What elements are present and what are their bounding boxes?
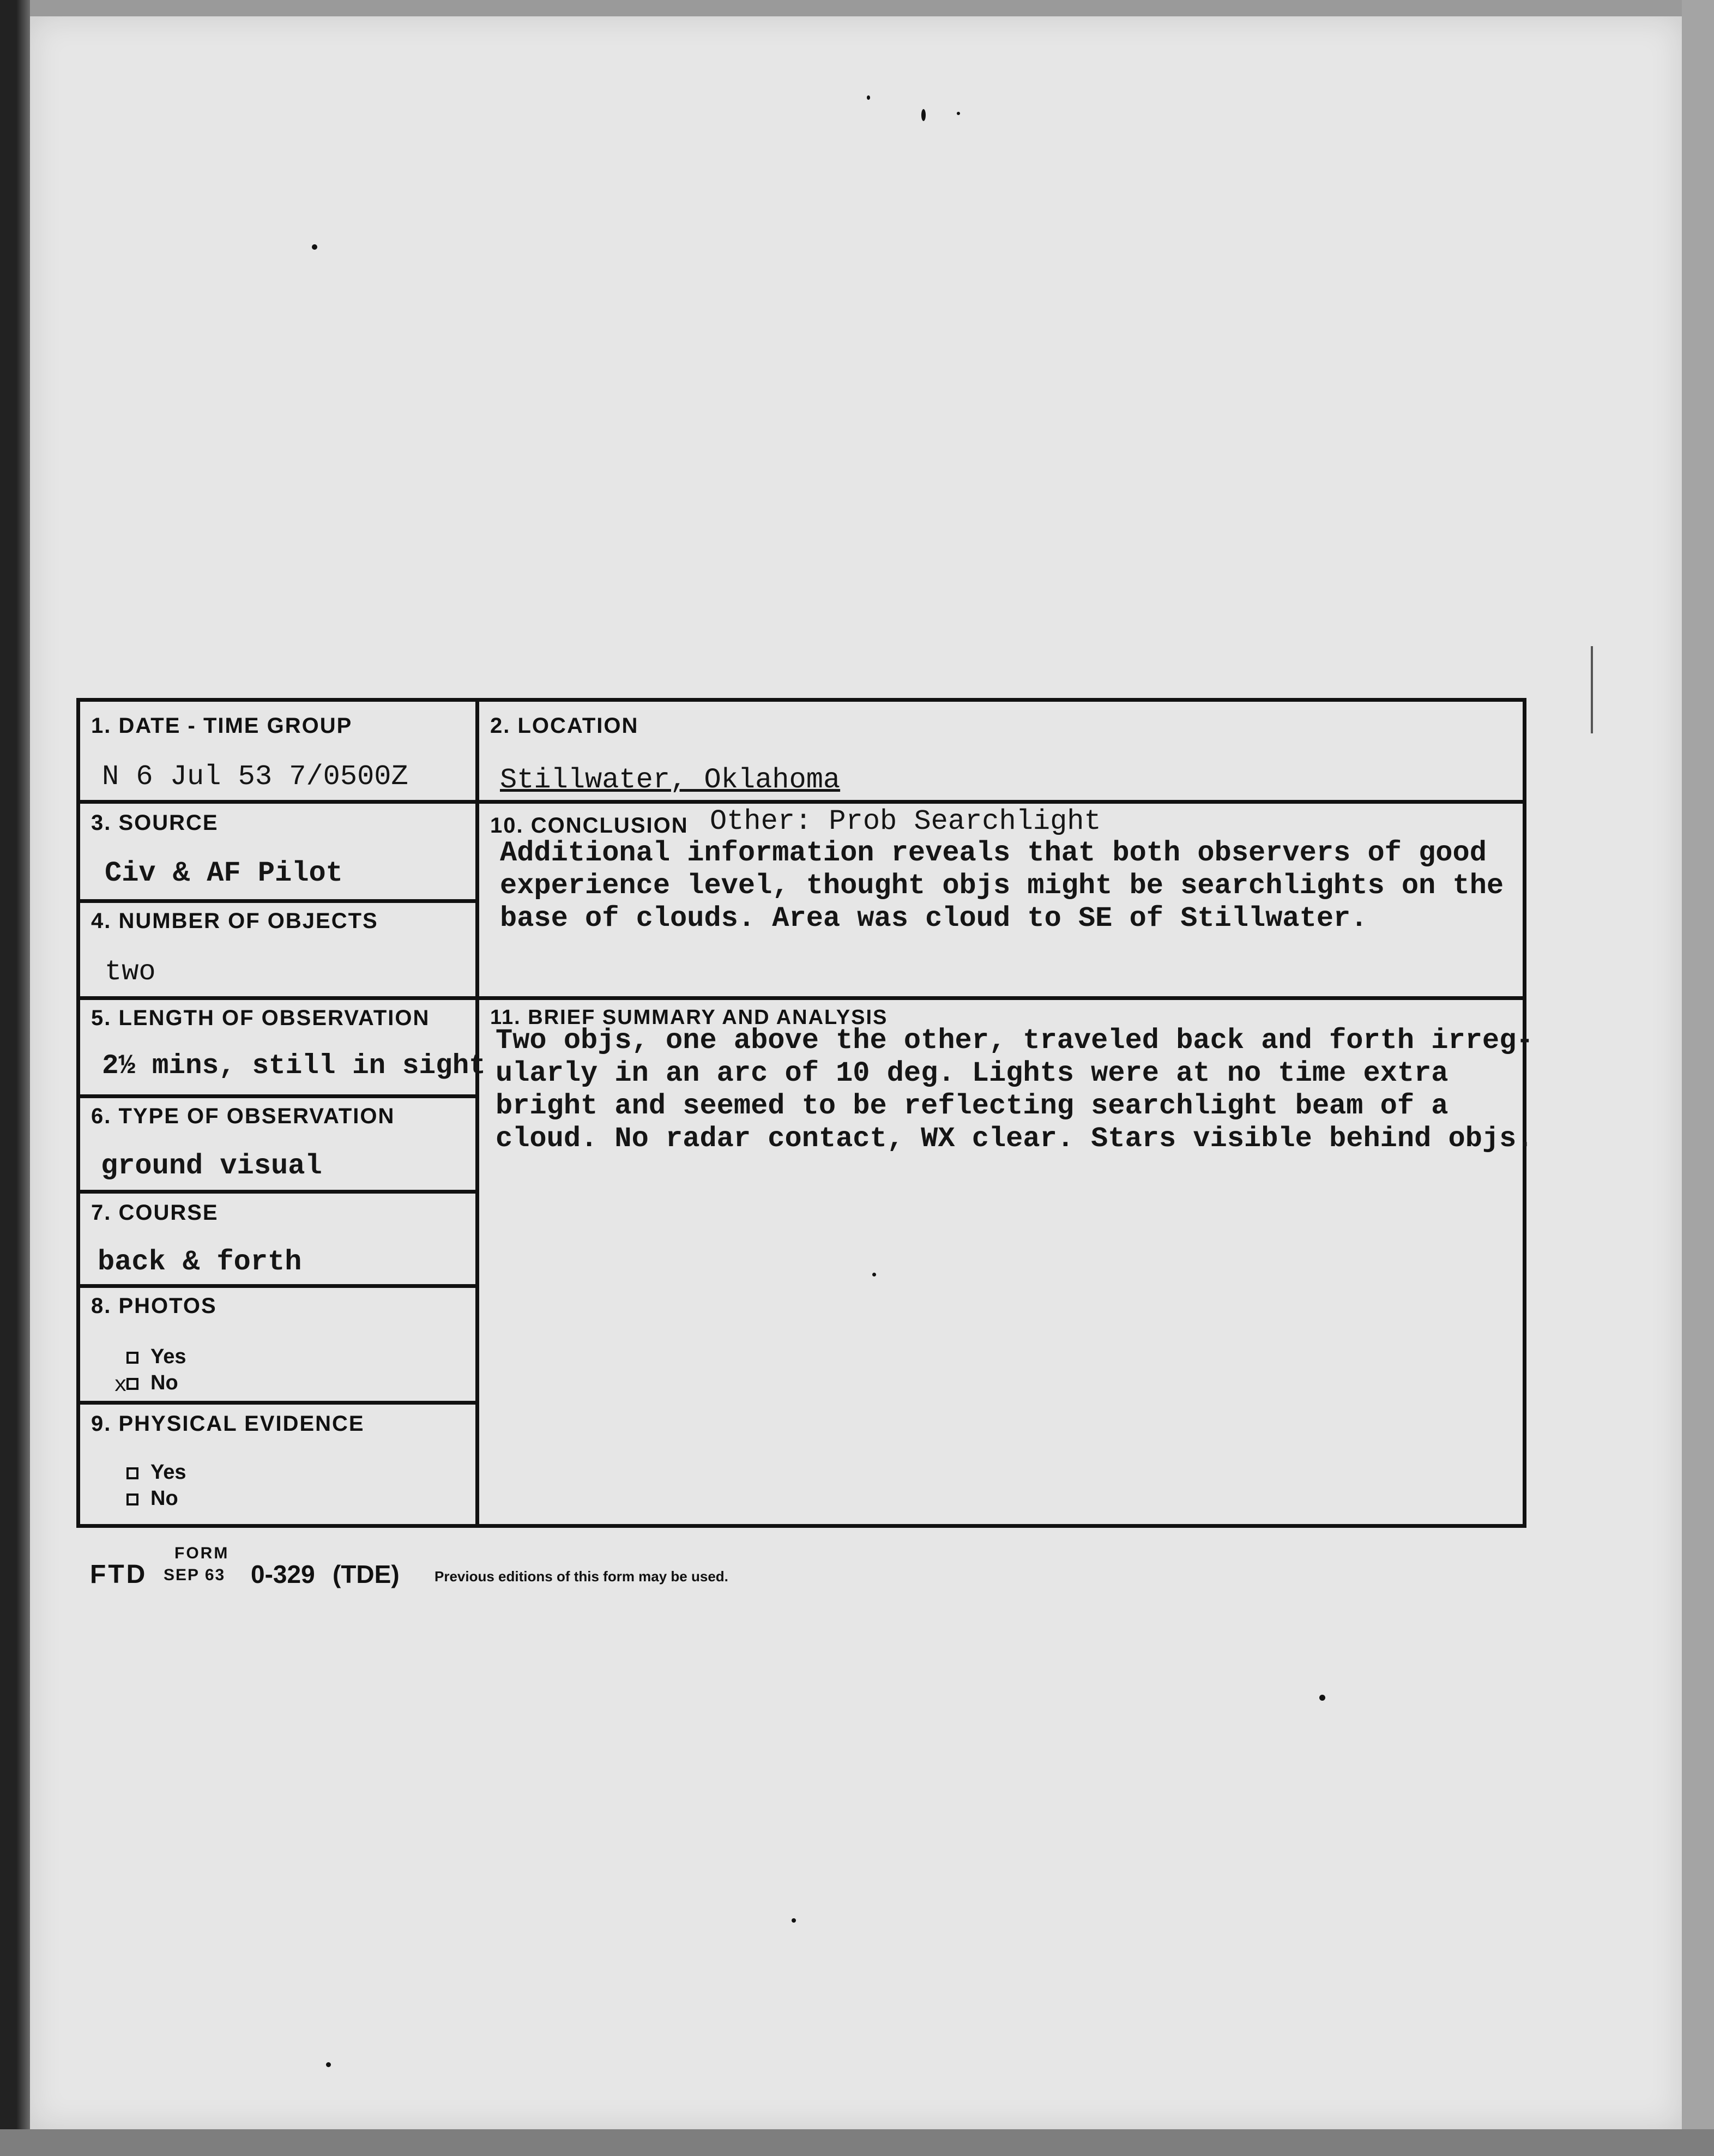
date-time-value: N 6 Jul 53 7/0500Z: [102, 761, 408, 793]
footer-form-number: 0-329: [251, 1560, 315, 1588]
length-of-observation-label: 5. LENGTH OF OBSERVATION: [91, 1006, 430, 1030]
date-time-label: 1. DATE - TIME GROUP: [91, 714, 353, 738]
course-label: 7. COURSE: [91, 1201, 219, 1225]
length-of-observation-value: 2½ mins, still in sight: [102, 1051, 486, 1082]
photos-no-option[interactable]: [126, 1371, 178, 1395]
summary-analysis-label: 11. BRIEF SUMMARY AND ANALYSIS: [490, 1006, 888, 1029]
type-of-observation-label: 6. TYPE OF OBSERVATION: [91, 1104, 395, 1128]
evidence-no-checkbox[interactable]: [126, 1493, 138, 1505]
evidence-no-text: No: [150, 1487, 178, 1510]
photos-yes-option[interactable]: [126, 1345, 186, 1369]
evidence-yes-checkbox[interactable]: [126, 1467, 138, 1479]
dust-speck: [312, 244, 317, 250]
conclusion-value: Other: Prob Searchlight: [710, 805, 1101, 838]
photos-no-checkbox[interactable]: [126, 1378, 138, 1390]
number-of-objects-label: 4. NUMBER OF OBJECTS: [91, 909, 378, 933]
source-label: 3. SOURCE: [91, 811, 219, 835]
scan-edge-bottom: [0, 2129, 1714, 2156]
evidence-no-option[interactable]: [126, 1487, 178, 1510]
footer-form-word: FORM: [174, 1544, 230, 1562]
number-of-objects-value: two: [105, 956, 156, 988]
evidence-yes-option[interactable]: [126, 1461, 186, 1484]
evidence-yes-text: Yes: [150, 1461, 186, 1484]
course-value: back & forth: [98, 1246, 302, 1278]
scan-edge-right: [1682, 0, 1714, 2156]
location-value: Stillwater, Oklahoma: [500, 764, 841, 796]
row-divider: [80, 899, 475, 903]
footer-tde: (TDE): [333, 1560, 400, 1588]
scan-edge-left: [0, 0, 30, 2156]
dust-speck: [867, 95, 870, 100]
dust-speck: [326, 2062, 331, 2067]
footer-note: Previous editions of this form may be used.: [434, 1568, 728, 1585]
row-divider: [80, 1401, 475, 1405]
footer-ftd: FTD: [90, 1560, 148, 1589]
type-of-observation-value: ground visual: [101, 1150, 322, 1182]
conclusion-text: Additional information reveals that both observers of good experience level, thought objs might be searchlights on the base of clouds. Area was cloud to SE of Stillwater.: [500, 837, 1504, 935]
column-divider: [475, 702, 479, 1524]
dust-speck: [1319, 1695, 1325, 1701]
report-form: [76, 698, 1534, 1528]
row-divider: [80, 1094, 475, 1098]
photos-no-check-mark: x: [114, 1374, 128, 1398]
photos-label: 8. PHOTOS: [91, 1294, 217, 1318]
photos-no-text: No: [150, 1371, 178, 1394]
summary-analysis-text: Two objs, one above the other, traveled back and forth irreg- ularly in an arc of 10 deg. Lights were at no time extra bright and seemed to be reflecting searchlight beam of a cloud. No radar contact, WX clear. Stars visible behind objs.: [496, 1025, 1534, 1155]
dust-speck: [792, 1918, 796, 1923]
physical-evidence-label: 9. PHYSICAL EVIDENCE: [91, 1412, 365, 1436]
row-divider: [80, 996, 1523, 1000]
footer-date: SEP 63: [164, 1566, 226, 1584]
row-divider: [80, 1190, 475, 1194]
photos-yes-text: Yes: [150, 1345, 186, 1368]
row-divider: [80, 800, 1523, 804]
photos-yes-checkbox[interactable]: [126, 1352, 138, 1364]
source-value: Civ & AF Pilot: [105, 857, 343, 889]
row-divider: [80, 1284, 475, 1288]
dust-speck: [957, 112, 960, 115]
dust-speck: [1591, 646, 1593, 733]
dust-speck: [921, 109, 926, 121]
location-label: 2. LOCATION: [490, 714, 639, 738]
conclusion-label: 10. CONCLUSION: [490, 814, 689, 838]
